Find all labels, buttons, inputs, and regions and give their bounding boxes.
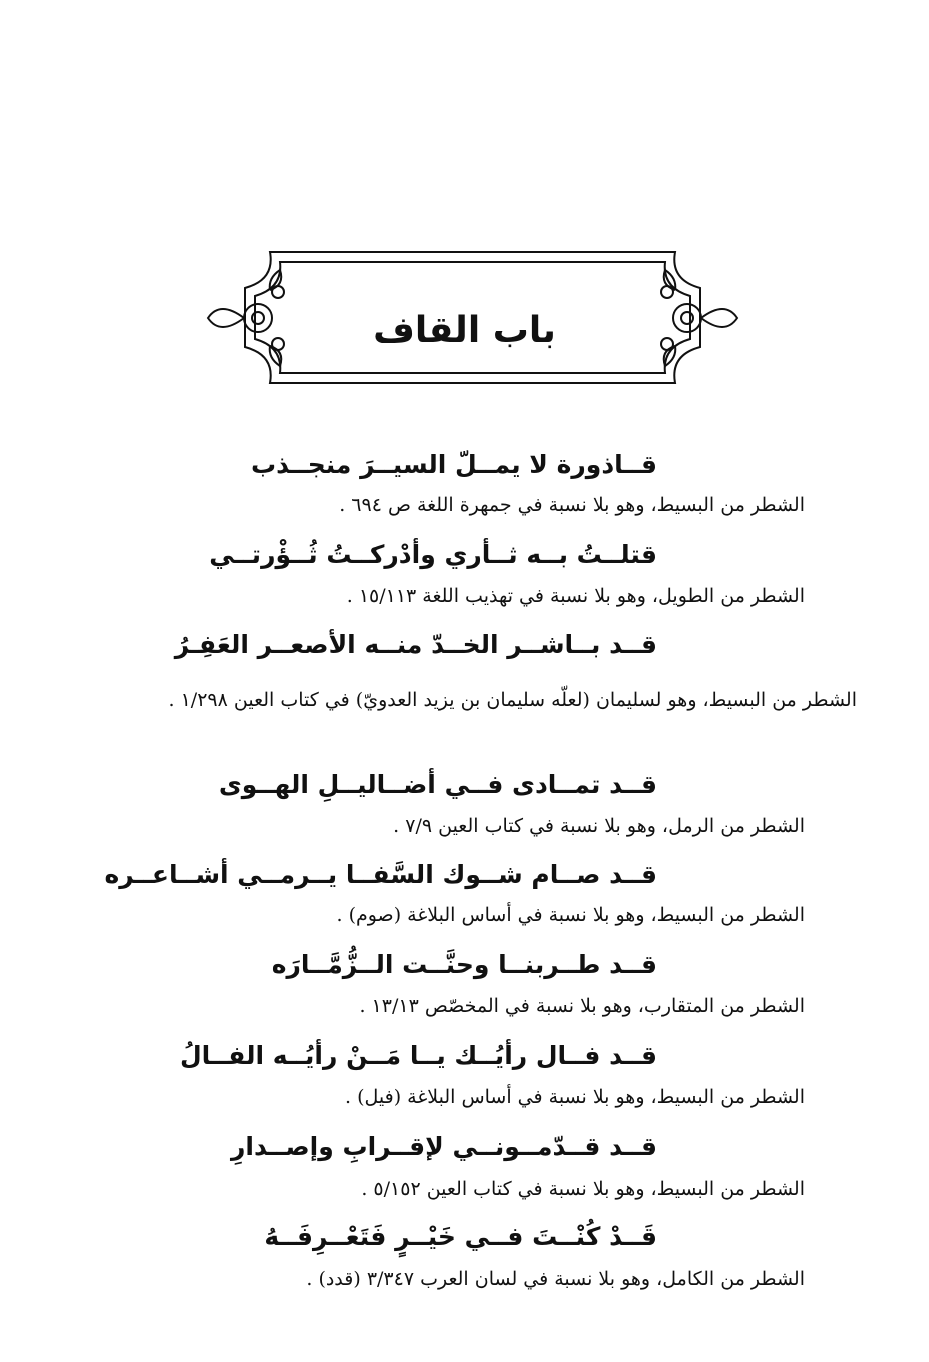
verse-note-8: الشطر من البسيط، وهو بلا نسبة في كتاب العين ٥/١٥٢ . [361, 1178, 805, 1200]
verse-note-2: الشطر من الطويل، وهو بلا نسبة في تهذيب اللغة ١٥/١١٣ . [346, 585, 805, 607]
verse-note-7: الشطر من البسيط، وهو بلا نسبة في أساس البلاغة (فيل) . [345, 1086, 805, 1108]
verse-note-4: الشطر من الرمل، وهو بلا نسبة في كتاب العين ٧/٩ . [393, 815, 805, 837]
verse-note-9: الشطر من الكامل، وهو بلا نسبة في لسان العرب ٣/٣٤٧ (قدد) . [306, 1268, 805, 1290]
verse-line-2: قتلــتُ بــه ثــأري وأدْركــتُ ثُــؤْرتــي [209, 540, 657, 569]
verse-note-3: الشطر من البسيط، وهو لسليمان (لعلّه سليمان بن يزيد العدويّ) في كتاب العين ١/٢٩٨ . [168, 689, 857, 711]
verse-line-4: قــد تمــادى فــي أضــاليــلِ الهــوى [218, 770, 657, 799]
verse-line-3: قــد بــاشــر الخــدّ منــه الأصعــر العَفِـرُ [174, 630, 657, 659]
verse-note-6: الشطر من المتقارب، وهو بلا نسبة في المخصّص ١٣/١٣ . [359, 995, 805, 1017]
verse-line-6: قــد طــربنــا وحنَّــت الــزُّمَّــارَه [271, 950, 657, 979]
chapter-title: باب القاف [373, 310, 556, 351]
verse-line-1: قــاذورة لا يمــلّ السيــرَ منجــذب [251, 450, 657, 479]
verse-line-7: قــد فــال رأيُــك يــا مَــنْ رأيُــه الفــالُ [179, 1041, 657, 1070]
verse-line-8: قــد قــدّمــونــي لإقــرابِ وإصــدارِ [230, 1132, 657, 1161]
verse-line-5: قــد صــام شــوك السَّفــا يــرمــي أشــاعــره [104, 860, 657, 889]
verse-note-1: الشطر من البسيط، وهو بلا نسبة في جمهرة اللغة ص ٦٩٤ . [339, 494, 805, 516]
verse-line-9: قَــدْ كُنْــتَ فــي خَيْــرٍ فَتَعْــرِفَــهُ [264, 1222, 657, 1251]
verse-note-5: الشطر من البسيط، وهو بلا نسبة في أساس البلاغة (صوم) . [336, 904, 805, 926]
